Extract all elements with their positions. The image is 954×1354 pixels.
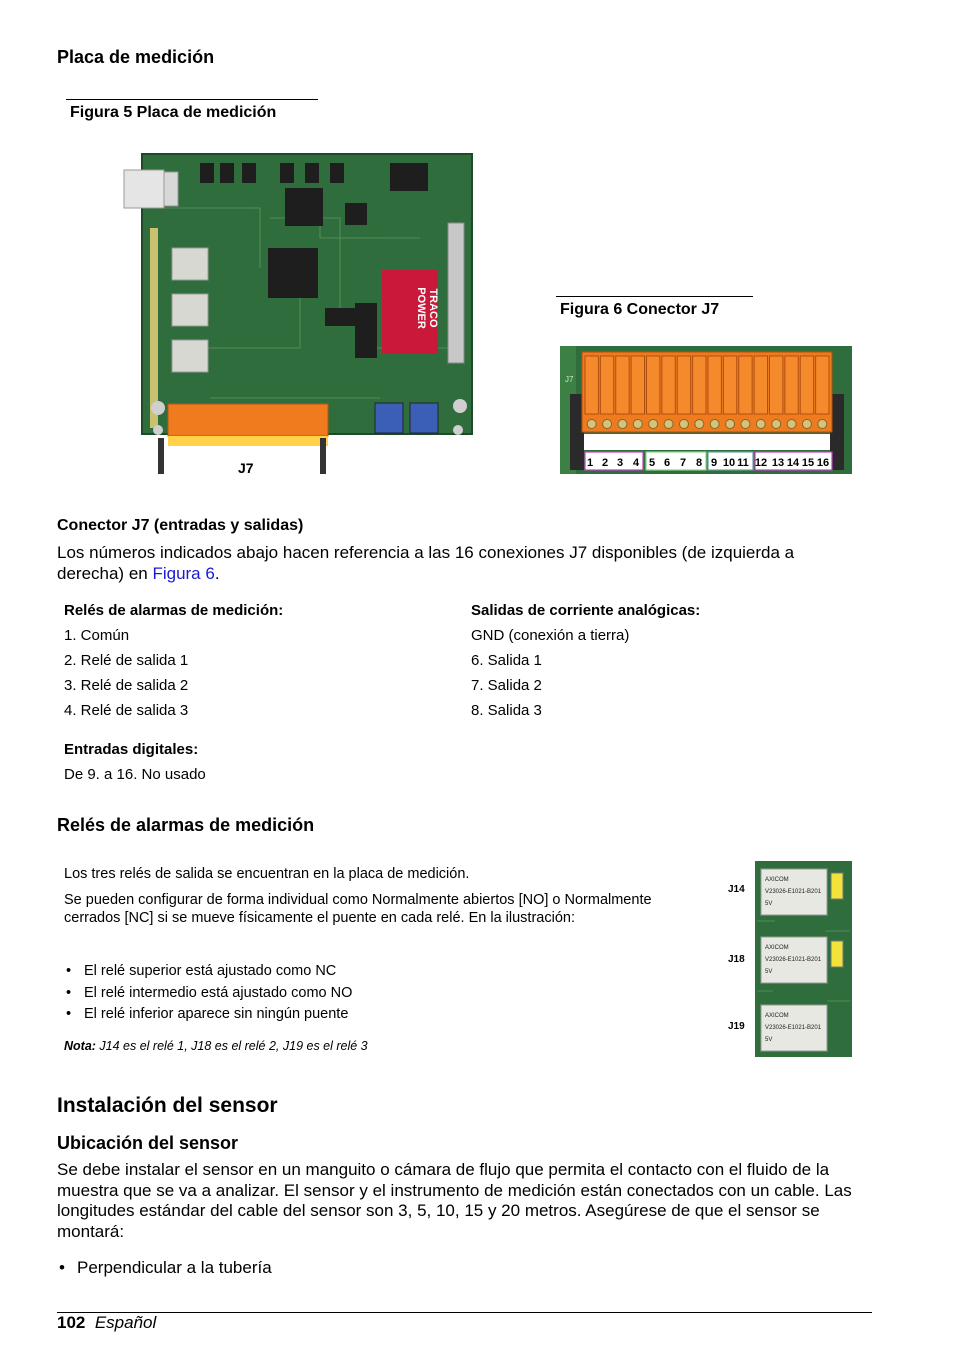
footer — [57, 1313, 156, 1333]
figure6-link[interactable]: Figura 6 — [152, 563, 215, 583]
relays-p1: Los tres relés de salida se encuentran en la placa de medición. — [64, 866, 470, 882]
connector-pin-screw — [802, 420, 811, 429]
relay-text-voltage: 5V — [765, 1037, 773, 1043]
relay-label-j14: J14 — [728, 884, 745, 895]
list-item: • El relé superior está ajustado como NC — [64, 962, 664, 980]
connector-pin-body — [677, 356, 690, 414]
connector-pin-number: 5 — [648, 457, 656, 469]
relay-text-brand: AXICOM — [765, 877, 789, 883]
board-j7-label: J7 — [238, 460, 254, 476]
table-cell: 3. Relé de salida 2 — [64, 677, 189, 694]
connector-pin-number: 7 — [679, 457, 687, 469]
connector-pin-number: 12 — [754, 457, 768, 469]
table-cell: 4. Relé de salida 3 — [64, 702, 189, 719]
connector-pin-screw — [618, 420, 627, 429]
connector-pin-body — [739, 356, 752, 414]
connector-pin-number: 8 — [695, 457, 703, 469]
list-item: • Perpendicular a la tubería — [57, 1258, 857, 1279]
connector-pin-screw — [587, 420, 596, 429]
connector-pin-number: 11 — [737, 457, 749, 469]
location-heading: Ubicación del sensor — [57, 1133, 239, 1153]
relays-note — [64, 1039, 368, 1053]
connector-pin-screw — [649, 420, 658, 429]
connector-intro-text: Los números indicados abajo hacen referencia a las 16 conexiones J7 disponibles (de izquierda a derecha) en — [57, 543, 795, 583]
connector-pin-number: 2 — [601, 457, 609, 469]
connector-pin-body — [631, 356, 644, 414]
connector-pin-screw — [726, 420, 735, 429]
relays-bullet-list — [64, 962, 664, 1023]
table-digital-header: Entradas digitales: — [64, 741, 199, 758]
connector-pin-body — [723, 356, 736, 414]
note-label: Nota: — [64, 1039, 96, 1053]
connector-intro — [57, 543, 857, 584]
table-cell: 6. Salida 1 — [471, 652, 542, 669]
connector-heading: Conector J7 (entradas y salidas) — [57, 517, 304, 534]
connector-j7-image — [560, 346, 852, 474]
table-cell: De 9. a 16. No usado — [64, 766, 206, 783]
relay-text-voltage: 5V — [765, 901, 773, 907]
figure6-rule — [556, 296, 753, 297]
traco-label-1: TRACO — [427, 288, 439, 328]
connector-pin-body — [816, 356, 829, 414]
measurement-board-image — [120, 148, 480, 478]
connector-pin-screw — [818, 420, 827, 429]
connector-pin-number: 4 — [632, 457, 640, 469]
connector-pin-body — [585, 356, 598, 414]
connector-pin-screw — [787, 420, 796, 429]
connector-intro-end: . — [214, 563, 220, 583]
connector-pin-screw — [772, 420, 781, 429]
table-cell: GND (conexión a tierra) — [471, 627, 630, 644]
connector-pin-screw — [695, 420, 704, 429]
connector-pin-number: 10 — [722, 457, 736, 469]
footer-rule — [57, 1312, 872, 1313]
connector-pin-body — [754, 356, 767, 414]
table-cell: 1. Común — [64, 627, 130, 644]
connector-pin-body — [693, 356, 706, 414]
connector-j7-small-label: J7 — [565, 375, 574, 384]
relay-text-model: V23026-E1021-B201 — [765, 957, 822, 963]
table-col1-header: Relés de alarmas de medición: — [64, 602, 284, 619]
connector-pin-body — [800, 356, 813, 414]
connector-pin-body — [616, 356, 629, 414]
relay-text-model: V23026-E1021-B201 — [765, 1025, 822, 1031]
connector-pin-number: 9 — [710, 457, 718, 469]
connector-pin-body — [785, 356, 798, 414]
relay-text-voltage: 5V — [765, 969, 773, 975]
connector-pin-body — [662, 356, 675, 414]
connector-pin-body — [708, 356, 721, 414]
connector-pin-screw — [633, 420, 642, 429]
section-heading-placa: Placa de medición — [57, 47, 215, 67]
table-cell: 7. Salida 2 — [471, 677, 542, 694]
relays-p2: Se pueden configurar de forma individual como Normalmente abiertos [NO] o Normalmente cerrados [NC] si se mueve físicamente el puente en cada relé. En la ilustración: — [64, 892, 652, 926]
relays-photo — [755, 861, 852, 1057]
note-text: J14 es el relé 1, J18 es el relé 2, J19 es el relé 3 — [95, 1039, 368, 1053]
connector-pin-screw — [741, 420, 750, 429]
location-bullet-list — [57, 1258, 857, 1279]
connector-pin-body — [770, 356, 783, 414]
list-item: • El relé intermedio está ajustado como NO — [64, 984, 664, 1002]
connector-pin-screw — [710, 420, 719, 429]
connector-pin-number: 15 — [801, 457, 815, 469]
location-text: Se debe instalar el sensor en un manguito o cámara de flujo que permita el contacto con el fluido de la muestra que se va a analizar. El sensor y el instrumento de medición están conectados con un cable. Las longitudes estándar del cable del sensor son 3, 5, 10, 15 y 20 metros. Asegúrese de que el sensor se montará: — [57, 1160, 852, 1241]
relay-label-j18: J18 — [728, 954, 745, 965]
connector-pin-number: 3 — [616, 457, 624, 469]
traco-label-2: POWER — [415, 287, 427, 329]
relay-text-model: V23026-E1021-B201 — [765, 889, 822, 895]
connector-pin-number: 1 — [586, 457, 594, 469]
connector-pin-number: 6 — [663, 457, 671, 469]
table-cell: 2. Relé de salida 1 — [64, 652, 189, 669]
connector-pin-number: 16 — [816, 457, 830, 469]
relays-heading: Relés de alarmas de medición — [57, 815, 315, 835]
connector-pin-screw — [603, 420, 612, 429]
relay-text-brand: AXICOM — [765, 1013, 789, 1019]
table-cell: 8. Salida 3 — [471, 702, 542, 719]
figure6-caption: Figura 6 Conector J7 — [560, 301, 720, 318]
page-number: 102 — [57, 1313, 86, 1332]
list-item: • El relé inferior aparece sin ningún puente — [64, 1005, 664, 1023]
relay-text-brand: AXICOM — [765, 945, 789, 951]
connector-pin-screw — [756, 420, 765, 429]
connector-pin-number: 14 — [786, 457, 800, 469]
connector-pin-body — [647, 356, 660, 414]
install-heading: Instalación del sensor — [57, 1094, 278, 1117]
figure5-caption: Figura 5 Placa de medición — [70, 104, 277, 121]
connector-pin-screw — [664, 420, 673, 429]
table-col2-header: Salidas de corriente analógicas: — [471, 602, 701, 619]
connector-pin-number: 13 — [771, 457, 785, 469]
connector-pin-body — [600, 356, 613, 414]
footer-language: Español — [94, 1313, 157, 1332]
relay-label-j19: J19 — [728, 1021, 745, 1032]
connector-pin-screw — [679, 420, 688, 429]
figure5-rule — [66, 99, 318, 100]
